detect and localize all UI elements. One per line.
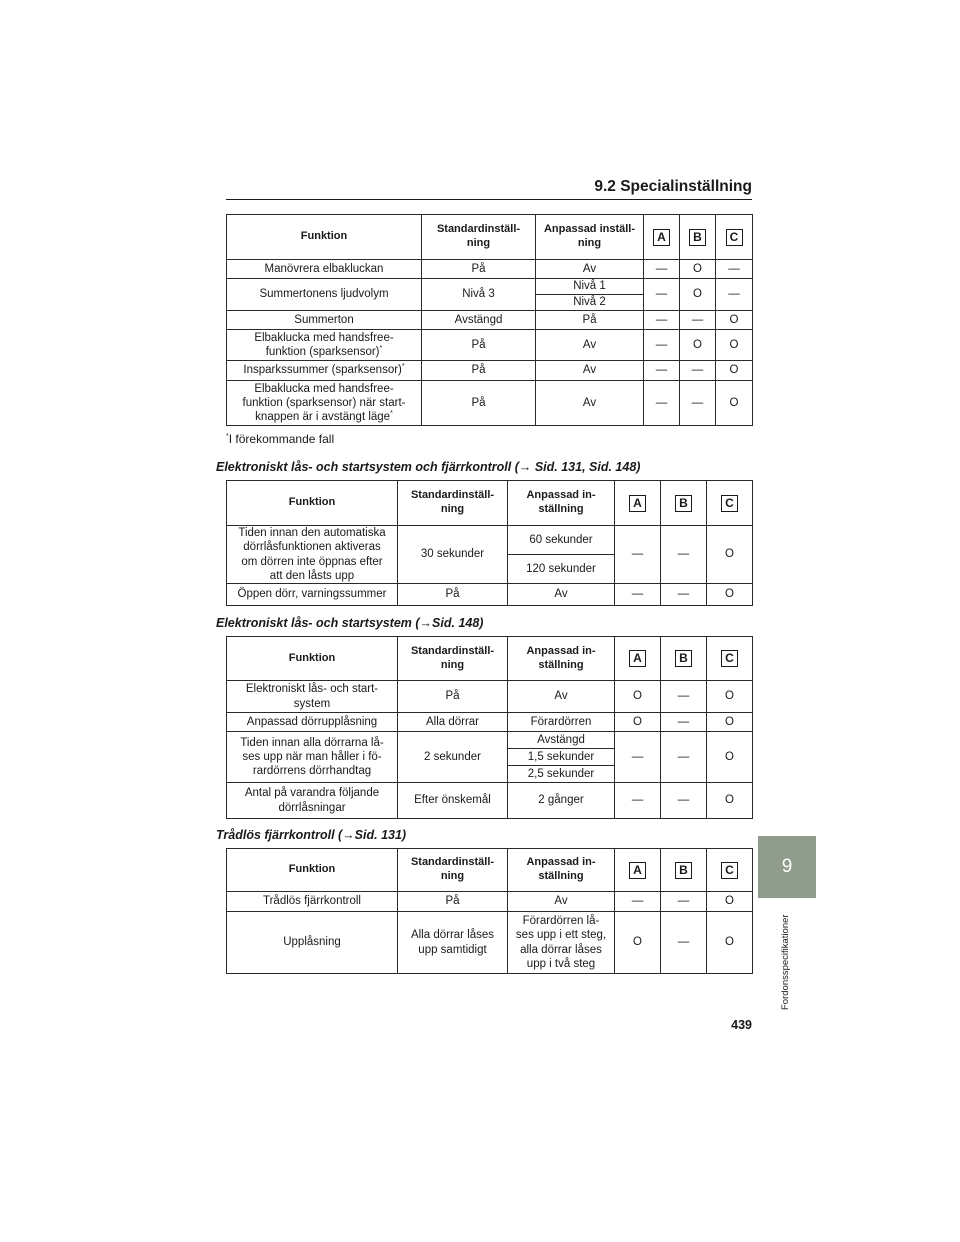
- table-row: Elbaklucka med handsfree- funktion (sparksensor) när start- knappen är i avstängt läge* På Av — — O: [227, 381, 753, 426]
- letter-a-box: A: [629, 495, 646, 512]
- table-row: Trådlös fjärrkontroll På Av — — O: [227, 892, 753, 912]
- settings-table-3: [226, 636, 753, 819]
- col-header-b: [680, 215, 716, 260]
- col-header-custom: Anpassad inställ- ning: [536, 215, 644, 260]
- table-header-row: [227, 637, 753, 681]
- col-header-default: Standardinställ- ning: [398, 849, 508, 892]
- table-row: Elbaklucka med handsfree- funktion (sparksensor)* På Av — O O: [227, 330, 753, 361]
- table-row: 2,5 sekunder: [227, 766, 753, 783]
- col-header-custom: Anpassad in- ställning: [508, 481, 615, 526]
- letter-a-box: A: [629, 650, 646, 667]
- table-row: Anpassad dörrupplåsning Alla dörrar Förardörren O — O: [227, 713, 753, 732]
- col-header-function: Funktion: [227, 849, 398, 892]
- table-row: Summerton Avstängd På — — O: [227, 311, 753, 330]
- col-header-c: [716, 215, 753, 260]
- letter-b-box: B: [675, 862, 692, 879]
- table-header-row: [227, 481, 753, 526]
- col-header-default: Standardinställ- ning: [398, 481, 508, 526]
- letter-c-box: C: [721, 650, 738, 667]
- page-header: [226, 178, 752, 200]
- col-header-a: [615, 481, 661, 526]
- footnote: *I förekommande fall: [226, 432, 335, 446]
- col-header-a: [615, 637, 661, 681]
- col-header-default: Standardinställ- ning: [422, 215, 536, 260]
- col-header-c: [707, 481, 753, 526]
- table-row: Tiden innan den automatiska dörrlåsfunktionen aktiveras om dörren inte öppnas efter att den låsts upp 30 sekunder 60 sekunder — — O: [227, 526, 753, 555]
- col-header-b: [661, 637, 707, 681]
- settings-table-4: [226, 848, 753, 974]
- table-row: Tiden innan alla dörrarna lå- ses upp när man håller i fö- rardörrens dörrhandtag 2 sekunder Avstängd — — O: [227, 732, 753, 749]
- table-header-row: [227, 849, 753, 892]
- table-row: Antal på varandra följande dörrlåsningar Efter önskemål 2 gånger — — O: [227, 783, 753, 819]
- section-heading: Trådlös fjärrkontroll (→Sid. 131): [216, 828, 407, 842]
- letter-a-box: A: [653, 229, 670, 246]
- letter-b-box: B: [689, 229, 706, 246]
- table-row: Manövrera elbakluckan På Av — O —: [227, 260, 753, 279]
- chapter-tab: [758, 836, 816, 898]
- section-heading: Elektroniskt lås- och startsystem (→Sid. 148): [216, 616, 484, 630]
- letter-b-box: B: [675, 650, 692, 667]
- chapter-number: 9: [781, 856, 793, 877]
- table-row: 120 sekunder: [227, 555, 753, 584]
- letter-c-box: C: [721, 495, 738, 512]
- settings-table-1: [226, 214, 753, 426]
- col-header-default: Standardinställ- ning: [398, 637, 508, 681]
- letter-c-box: C: [726, 229, 743, 246]
- table-row: Insparkssummer (sparksensor)* På Av — — O: [227, 361, 753, 381]
- col-header-c: [707, 637, 753, 681]
- header-rule: [226, 199, 752, 200]
- table-header-row: [227, 215, 753, 260]
- chapter-label: Fordonsspecifikationer: [780, 914, 791, 1010]
- table-row: Upplåsning Alla dörrar låses upp samtidigt Förardörren lå- ses upp i ett steg, alla dörrar låses upp i två steg O — O: [227, 912, 753, 974]
- col-header-function: Funktion: [227, 215, 422, 260]
- col-header-function: Funktion: [227, 637, 398, 681]
- letter-a-box: A: [629, 862, 646, 879]
- col-header-a: [644, 215, 680, 260]
- col-header-custom: Anpassad in- ställning: [508, 637, 615, 681]
- col-header-b: [661, 849, 707, 892]
- table-row: Nivå 2: [227, 295, 753, 311]
- section-heading: Elektroniskt lås- och startsystem och fjärrkontroll (→ Sid. 131, Sid. 148): [216, 460, 641, 474]
- settings-table-2: [226, 480, 753, 606]
- col-header-a: [615, 849, 661, 892]
- section-title: 9.2 Specialinställning: [594, 178, 752, 195]
- col-header-c: [707, 849, 753, 892]
- letter-c-box: C: [721, 862, 738, 879]
- table-row: Elektroniskt lås- och start- system På Av O — O: [227, 681, 753, 713]
- col-header-custom: Anpassad in- ställning: [508, 849, 615, 892]
- table-row: 1,5 sekunder: [227, 749, 753, 766]
- letter-b-box: B: [675, 495, 692, 512]
- col-header-function: Funktion: [227, 481, 398, 526]
- col-header-b: [661, 481, 707, 526]
- table-row: Summertonens ljudvolym Nivå 3 Nivå 1 — O —: [227, 279, 753, 295]
- page-number: 439: [731, 1018, 752, 1032]
- table-row: Öppen dörr, varningssummer På Av — — O: [227, 584, 753, 606]
